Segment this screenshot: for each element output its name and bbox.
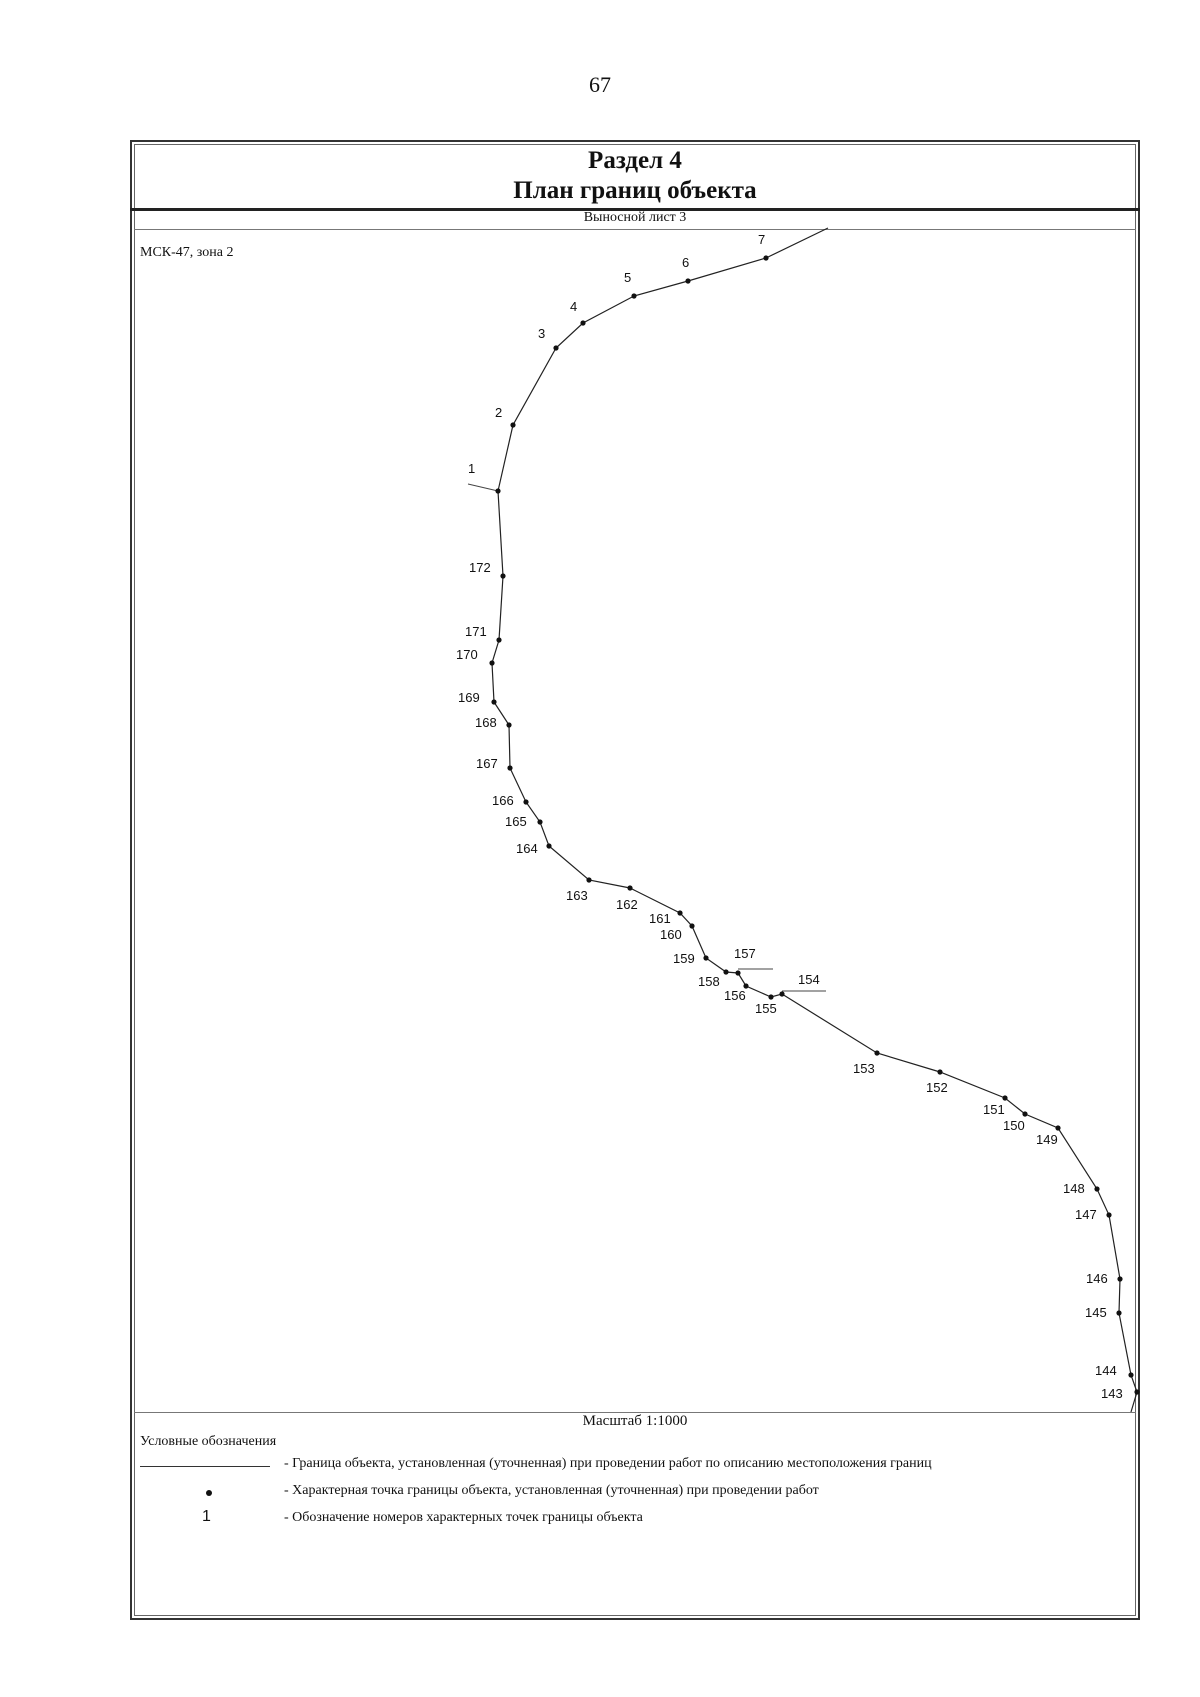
point-label: 143 (1101, 1386, 1123, 1401)
boundary-point (1022, 1111, 1027, 1116)
legend-number-sample: 1 (202, 1508, 211, 1525)
legend-title: Условные обозначения (140, 1434, 277, 1449)
boundary-point (779, 991, 784, 996)
boundary-point (937, 1069, 942, 1074)
point-label: 156 (724, 988, 746, 1003)
boundary-point (677, 910, 682, 915)
boundary-point (1116, 1310, 1121, 1315)
point-label: 166 (492, 793, 514, 808)
boundary-point (1106, 1212, 1111, 1217)
point-label: 172 (469, 560, 491, 575)
boundary-point (768, 994, 773, 999)
legend-text: - Граница объекта, установленная (уточненная) при проведении работ по описанию местоположения границ (284, 1456, 932, 1471)
label-leaders (468, 484, 826, 991)
boundary-points (489, 255, 1139, 1394)
legend-item-point (140, 1481, 1120, 1505)
legend-number-symbol (140, 1508, 280, 1532)
point-label: 144 (1095, 1363, 1117, 1378)
boundary-point (491, 699, 496, 704)
plan-title: План границ объекта (513, 177, 757, 204)
point-label: 162 (616, 897, 638, 912)
point-label: 3 (538, 326, 546, 341)
boundary-point (1117, 1276, 1122, 1281)
point-label: 2 (495, 405, 503, 420)
boundary-point (627, 885, 632, 890)
page-number: 67 (589, 72, 611, 97)
coordinate-system-label: МСК-47, зона 2 (140, 245, 234, 260)
boundary-point (1128, 1372, 1133, 1377)
point-label: 150 (1003, 1118, 1025, 1133)
point-label: 171 (465, 624, 487, 639)
point-label: 6 (682, 255, 690, 270)
point-label: 167 (476, 756, 498, 771)
boundary-point (1055, 1125, 1060, 1130)
point-label: 147 (1075, 1207, 1097, 1222)
boundary-point (580, 320, 585, 325)
point-label: 1 (468, 461, 476, 476)
section-title: Раздел 4 (588, 147, 682, 174)
boundary-point (685, 278, 690, 283)
point-label: 157 (734, 946, 756, 961)
boundary-point (763, 255, 768, 260)
boundary-point (553, 345, 558, 350)
point-label: 154 (798, 972, 820, 987)
point-label: 161 (649, 911, 671, 926)
boundary-point (546, 843, 551, 848)
point-label: 148 (1063, 1181, 1085, 1196)
boundary-point (1134, 1389, 1139, 1394)
boundary-point (631, 293, 636, 298)
point-label: 5 (624, 270, 632, 285)
boundary-point (703, 955, 708, 960)
point-label: 158 (698, 974, 720, 989)
legend-item-number (140, 1508, 1120, 1532)
point-label: 146 (1086, 1271, 1108, 1286)
boundary-point (735, 970, 740, 975)
boundary-line (492, 228, 1137, 1412)
boundary-point (510, 422, 515, 427)
legend-text: - Характерная точка границы объекта, установленная (уточненная) при проведении работ (284, 1483, 819, 1498)
scale-label: Масштаб 1:1000 (582, 1413, 688, 1429)
point-label: 168 (475, 715, 497, 730)
boundary-point (1002, 1095, 1007, 1100)
point-label: 170 (456, 647, 478, 662)
point-label: 153 (853, 1061, 875, 1076)
boundary-point (489, 660, 494, 665)
boundary-point (507, 765, 512, 770)
point-label: 160 (660, 927, 682, 942)
point-label: 159 (673, 951, 695, 966)
boundary-point (496, 637, 501, 642)
boundary-point (495, 488, 500, 493)
point-label: 152 (926, 1080, 948, 1095)
point-labels (456, 232, 1123, 1401)
point-label: 169 (458, 690, 480, 705)
boundary-point (1094, 1186, 1099, 1191)
boundary-point (689, 923, 694, 928)
legend-text: - Обозначение номеров характерных точек границы объекта (284, 1510, 643, 1525)
legend-line-symbol (140, 1454, 280, 1478)
boundary-point (874, 1050, 879, 1055)
point-label: 4 (570, 299, 578, 314)
boundary-point (586, 877, 591, 882)
boundary-point (506, 722, 511, 727)
legend-item-boundary (140, 1454, 1120, 1478)
point-label: 163 (566, 888, 588, 903)
legend-dot-symbol (140, 1481, 280, 1505)
sheet-label: Выносной лист 3 (583, 210, 687, 225)
boundary-point (723, 969, 728, 974)
point-label: 165 (505, 814, 527, 829)
point-label: 145 (1085, 1305, 1107, 1320)
point-label: 164 (516, 841, 538, 856)
point-label: 7 (758, 232, 766, 247)
boundary-point (523, 799, 528, 804)
point-label: 151 (983, 1102, 1005, 1117)
boundary-point (500, 573, 505, 578)
point-label: 149 (1036, 1132, 1058, 1147)
boundary-point (537, 819, 542, 824)
label-leader (468, 484, 498, 491)
point-label: 155 (755, 1001, 777, 1016)
